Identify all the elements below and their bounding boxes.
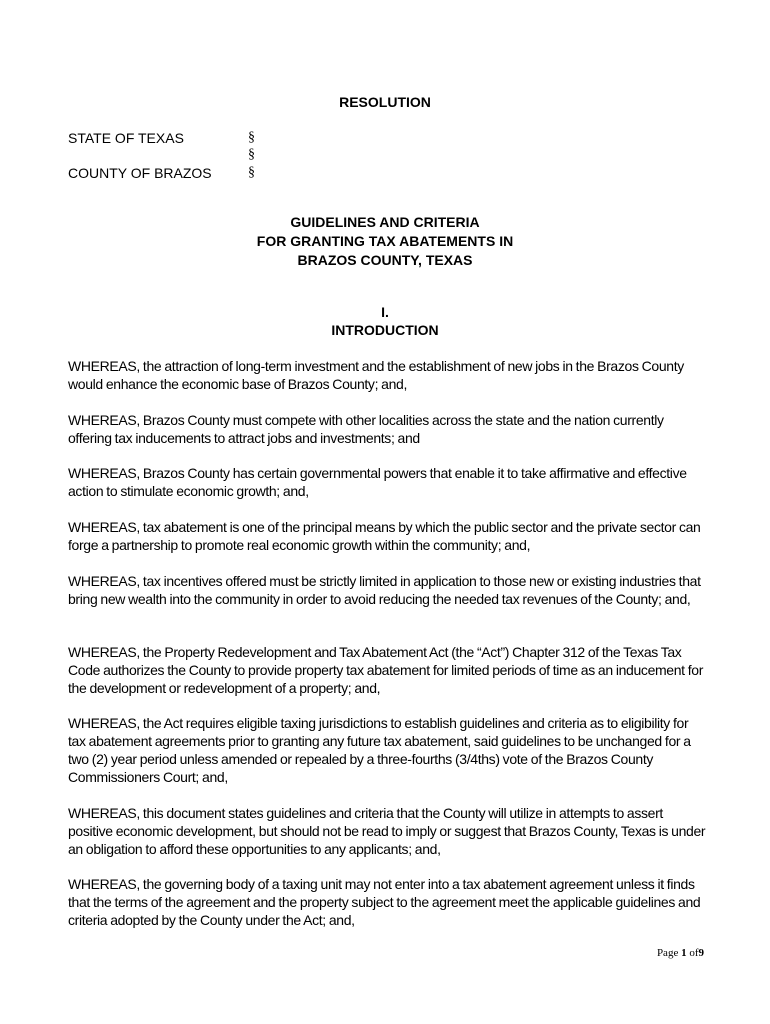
section-symbol: § (248, 165, 255, 180)
paragraph: WHEREAS, tax abatement is one of the principal means by which the public sector and the private sector can forge a partnership to promote real economic growth within the community; and, (68, 519, 701, 553)
paragraph: WHEREAS, Brazos County has certain governmental powers that enable it to take affirmative and effective action to stimulate economic growth; and, (68, 465, 687, 499)
paragraph: WHEREAS, Brazos County must compete with other localities across the state and the nation currently offering tax inducements to attract jobs and investments; and (68, 412, 664, 446)
section-symbol: § (248, 130, 255, 145)
heading-line: GUIDELINES AND CRITERIA (290, 214, 480, 230)
document-title: RESOLUTION (339, 94, 431, 110)
section-title: INTRODUCTION (331, 322, 439, 338)
page-number (640, 947, 704, 959)
page-label: Page (656, 947, 679, 959)
heading-line: FOR GRANTING TAX ABATEMENTS IN (256, 233, 514, 249)
paragraph: WHEREAS, the Property Redevelopment and Tax Abatement Act (the “Act”) Chapter 312 of the Texas Tax Code authorizes the County to provide property tax abatement for limited periods of time as an inducement for the development or redevelopment of a property; and, (68, 644, 704, 696)
caption-county: COUNTY OF BRAZOS (68, 165, 212, 181)
paragraph: WHEREAS, the Act requires eligible taxing jurisdictions to establish guidelines and criteria as to eligibility for tax abatement agreements prior to granting any future tax abatement, said guidelines to be unchanged for a two (2) year period unless amended or repealed by a three-fourths (3/4ths) vote of the Brazos County Commissioners Court; and, (68, 715, 691, 785)
section-number: I. (381, 304, 389, 320)
page-current: 1 (681, 947, 687, 959)
paragraph: WHEREAS, tax incentives offered must be strictly limited in application to those new or existing industries that bring new wealth into the community in order to avoid reducing the needed tax revenues of the County; and, (68, 573, 701, 607)
paragraph: WHEREAS, this document states guidelines and criteria that the County will utilize in attempts to assert positive economic development, but should not be read to imply or suggest that Brazos County, Texas is under an obligation to afford these opportunities to any applicants; and, (68, 805, 706, 857)
page-of-label: of (689, 947, 699, 959)
caption-state: STATE OF TEXAS (68, 130, 184, 146)
section-symbol: § (248, 147, 255, 162)
paragraph: WHEREAS, the governing body of a taxing unit may not enter into a tax abatement agreement unless it finds that the terms of the agreement and the property subject to the agreement meet the applicable guidelines and criteria adopted by the County under the Act; and, (68, 876, 701, 928)
paragraph: WHEREAS, the attraction of long-term investment and the establishment of new jobs in the Brazos County would enhance the economic base of Brazos County; and, (68, 358, 684, 392)
page-total: 9 (698, 947, 704, 959)
heading-line: BRAZOS COUNTY, TEXAS (297, 252, 473, 268)
